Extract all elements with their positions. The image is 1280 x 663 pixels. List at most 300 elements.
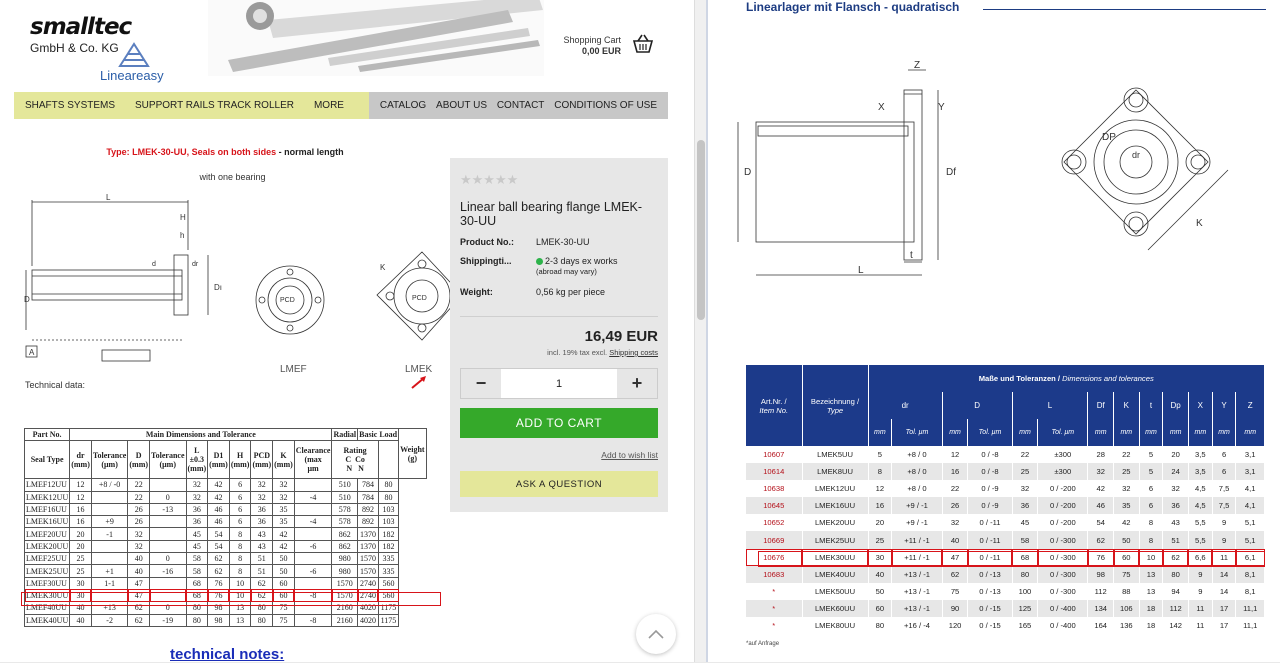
table-cell: 32: [942, 514, 968, 531]
col-Z: Z: [1236, 392, 1265, 419]
table-cell: 80: [186, 614, 208, 626]
unit-cell: mm: [868, 419, 892, 446]
table-cell: 11,1: [1236, 600, 1265, 617]
table-cell: 62: [208, 565, 230, 577]
table-cell: 10638: [746, 480, 802, 497]
table-cell: 22: [1012, 446, 1038, 463]
table-row: [746, 600, 1265, 617]
art-header-en: Item No.: [759, 405, 789, 415]
table-cell: 88: [1114, 583, 1140, 600]
table-cell: 0 / -400: [1038, 600, 1088, 617]
table-cell: 0 / -200: [1038, 497, 1088, 514]
H-header: H: [237, 450, 244, 460]
availability-dot-icon: [536, 258, 543, 265]
table-cell: 13: [1139, 566, 1163, 583]
table-cell: -1: [91, 528, 127, 540]
table-cell: 3,1: [1236, 463, 1265, 480]
PCD-header: PCD: [253, 450, 271, 460]
table-cell: 1570: [332, 589, 358, 601]
table-cell: 46: [1088, 497, 1114, 514]
table-cell: 76: [208, 577, 230, 589]
table-cell: 68: [1012, 549, 1038, 566]
table-row: [25, 540, 427, 552]
table-row: [25, 577, 427, 589]
table-cell: 22: [942, 480, 968, 497]
draw-label-pcd-lmef: PCD: [280, 297, 295, 304]
table-cell: LMEF16UU: [25, 503, 70, 515]
draw-label-H: H: [180, 213, 186, 222]
table-cell: 16: [70, 503, 92, 515]
table-cell: 6: [1139, 480, 1163, 497]
shipping-time: 2-3 days ex works: [545, 256, 618, 266]
table-cell: 32: [186, 479, 208, 491]
table-cell: 136: [1114, 617, 1140, 634]
table-row: [25, 479, 427, 491]
table-cell: 90: [942, 600, 968, 617]
shopping-cart-label[interactable]: [563, 35, 621, 57]
clearance-unit: μm: [307, 464, 319, 474]
table-cell: 20: [1163, 446, 1189, 463]
quantity-plus-button[interactable]: +: [617, 369, 657, 398]
product-no-label: Product No.:: [460, 237, 514, 247]
L-unit: (mm): [187, 464, 207, 474]
table-cell: 42: [273, 540, 295, 552]
table-cell: 0 / -200: [1038, 480, 1088, 497]
table-cell: 182: [378, 540, 398, 552]
cat-label-Df: Df: [946, 167, 956, 178]
unit-cell: Tol. μm: [968, 419, 1012, 446]
col-partno: Part No.: [25, 429, 70, 441]
table-cell: 103: [378, 503, 398, 515]
quantity-minus-button[interactable]: −: [461, 369, 501, 398]
table-row: [25, 602, 427, 614]
cat-label-L: L: [858, 265, 864, 276]
unit-cell: mm: [942, 419, 968, 446]
table-row: [25, 553, 427, 565]
table-cell: +13: [91, 602, 127, 614]
table-cell: 0 / -300: [1038, 566, 1088, 583]
table-cell: 98: [1088, 566, 1114, 583]
dimensions-table-body: [746, 365, 1265, 634]
technical-notes-link[interactable]: technical notes:: [170, 646, 285, 663]
brand-sub: Lineareasy: [100, 68, 164, 83]
table-cell: LMEK30UU: [26, 591, 69, 601]
table-cell: 16: [942, 463, 968, 480]
table-cell: [294, 602, 332, 614]
table-cell: 335: [378, 553, 398, 565]
main-navigation: [14, 92, 668, 119]
tax-text: incl. 19% tax excl.: [547, 348, 610, 357]
table-cell: 2740: [358, 589, 379, 601]
table-cell: 1570: [332, 577, 358, 589]
table-cell: 20: [70, 528, 92, 540]
table-cell: 6,1: [1236, 549, 1265, 566]
scroll-to-top-button[interactable]: [636, 614, 676, 654]
nav-more[interactable]: MORE: [313, 100, 344, 111]
table-cell: 75: [942, 583, 968, 600]
table-cell: ±300: [1038, 446, 1088, 463]
brand-logo[interactable]: smalltec: [30, 14, 132, 40]
table-cell: 8: [868, 463, 892, 480]
table-cell: LMEK20UU: [26, 541, 69, 551]
table-cell: 42: [1088, 480, 1114, 497]
table-cell: 5,1: [1236, 531, 1265, 548]
table-cell: 6: [1139, 497, 1163, 514]
table-cell: 560: [378, 577, 398, 589]
table-cell: 4,5: [1188, 480, 1212, 497]
table-cell: 80: [251, 602, 273, 614]
nav-shafts-systems[interactable]: SHAFTS SYSTEMS: [25, 100, 116, 111]
col-tol2: [150, 441, 186, 479]
weight-unit: (g): [407, 453, 418, 463]
table-cell: 8: [1139, 531, 1163, 548]
masse-header-en: Dimensions and tolerances: [1062, 374, 1154, 383]
table-cell: 182: [378, 528, 398, 540]
dr-header: dr: [76, 450, 85, 460]
table-cell: 40: [128, 553, 150, 565]
col-tol1: [91, 441, 127, 479]
clearance-max: (max: [304, 455, 322, 465]
table-cell: *: [746, 617, 802, 634]
table-cell: 578: [332, 516, 358, 528]
table-cell: 42: [1114, 514, 1140, 531]
table-cell: 11: [1212, 549, 1236, 566]
table-cell: [150, 479, 186, 491]
table-cell: LMEK16UU: [26, 517, 69, 527]
table-cell: 20: [868, 514, 892, 531]
table-cell: 43: [251, 528, 273, 540]
cat-label-dr: dr: [1132, 150, 1141, 160]
table-cell: 0 / -8: [968, 446, 1012, 463]
col-weight: [399, 429, 426, 479]
table-cell: [294, 577, 332, 589]
basket-icon[interactable]: [632, 34, 654, 54]
table-cell: LMEK5UU: [802, 446, 868, 463]
table-cell: 17: [1212, 600, 1236, 617]
table-row: [25, 516, 427, 528]
col-masse: [868, 365, 1265, 392]
col-bezeichnung: [802, 365, 868, 446]
shafts-banner-image: [208, 0, 544, 76]
table-cell: 58: [1012, 531, 1038, 548]
table-cell: 25: [70, 565, 92, 577]
table-cell: 62: [128, 614, 150, 626]
table-cell: [294, 553, 332, 565]
table-cell: 9: [1212, 514, 1236, 531]
nav-conditions[interactable]: CONDITIONS OF USE: [554, 100, 658, 111]
col-D1: [208, 441, 230, 479]
table-cell: 60: [868, 600, 892, 617]
table-cell: 9: [1212, 531, 1236, 548]
table-cell: 36: [186, 516, 208, 528]
art-header: Art.Nr. /: [760, 396, 787, 406]
col-basic-load: Basic Load: [359, 430, 398, 440]
table-cell: 62: [1163, 549, 1189, 566]
lmek-label: LMEK: [405, 364, 433, 375]
unit-cell: mm: [1139, 419, 1163, 446]
table-cell: +8 / 0: [892, 480, 943, 497]
table-cell: 76: [1088, 549, 1114, 566]
table-row: [25, 491, 427, 503]
table-cell: 6: [1212, 463, 1236, 480]
table-row: [746, 566, 1265, 583]
table-cell: 510: [332, 491, 358, 503]
table-cell: 164: [1088, 617, 1114, 634]
table-cell: 46: [208, 503, 230, 515]
table-cell: 32: [128, 540, 150, 552]
table-cell: 0 / -300: [1038, 531, 1088, 548]
table-cell: LMEF30UU: [25, 577, 70, 589]
col-dr: dr: [868, 392, 942, 419]
lmef-label: LMEF: [280, 364, 307, 375]
table-cell: 10645: [746, 497, 802, 514]
table-cell: 60: [273, 577, 295, 589]
col-art: [746, 365, 802, 446]
tol2-header: Tolerance: [151, 450, 185, 460]
table-cell: LMEK20UU: [802, 514, 868, 531]
table-cell: 51: [251, 553, 273, 565]
product-title: Linear ball bearing flange LMEK-30-UU: [460, 200, 643, 228]
table-cell: 62: [1088, 531, 1114, 548]
table-cell: +9 / -1: [892, 497, 943, 514]
table-cell: 3,5: [1188, 446, 1212, 463]
table-cell: +13 / -1: [892, 583, 943, 600]
table-cell: 35: [1114, 497, 1140, 514]
table-cell: 32: [128, 528, 150, 540]
panel-divider: [460, 316, 658, 317]
table-cell: LMEK40UU: [26, 615, 69, 625]
col-L: L: [1012, 392, 1088, 419]
weight-header: Weight: [400, 444, 425, 454]
col-radial: Radial: [333, 430, 357, 440]
cart-label: Shopping Cart: [563, 35, 621, 45]
catalog-page: [706, 0, 1280, 662]
table-cell: 42: [208, 491, 230, 503]
tol1-header: Tolerance: [92, 450, 127, 460]
table-row: [746, 583, 1265, 600]
table-cell: 25: [70, 553, 92, 565]
add-to-wishlist-link[interactable]: Add to wish list: [601, 450, 658, 460]
table-cell: 9: [1188, 566, 1212, 583]
table-cell: 6: [229, 516, 251, 528]
table-cell: +13 / -1: [892, 566, 943, 583]
table-cell: LMEK12UU: [26, 492, 69, 502]
nav-secondary: [369, 92, 668, 119]
col-seal-type: Seal Type: [25, 441, 70, 479]
weight-label: Weight:: [460, 287, 493, 297]
technical-drawing: [22, 190, 452, 390]
table-cell: 80: [868, 617, 892, 634]
spec-table: [24, 428, 427, 627]
table-cell: 60: [273, 589, 295, 601]
table-cell: 0 / -9: [968, 497, 1012, 514]
table-row: [746, 480, 1265, 497]
weight-value: 0,56 kg per piece: [536, 287, 606, 297]
table-cell: 10652: [746, 514, 802, 531]
col-PCD: [251, 441, 273, 479]
nav-primary: [14, 92, 369, 119]
nav-support-rails[interactable]: SUPPORT RAILS TRACK ROLLER: [135, 100, 294, 111]
table-cell: 26: [128, 503, 150, 515]
table-cell: 7,5: [1212, 497, 1236, 514]
table-cell: -13: [150, 503, 186, 515]
table-cell: 5,5: [1188, 514, 1212, 531]
table-row: [746, 514, 1265, 531]
table-cell: 0 / -13: [968, 566, 1012, 583]
table-cell: 22: [1114, 446, 1140, 463]
table-cell: 60: [1114, 549, 1140, 566]
table-cell: [294, 528, 332, 540]
draw-label-h: h: [180, 231, 185, 240]
table-cell: +9 / -1: [892, 514, 943, 531]
table-cell: 3,5: [1188, 463, 1212, 480]
chevron-up-icon: [647, 628, 665, 640]
table-cell: 8: [229, 540, 251, 552]
nav-contact[interactable]: CONTACT: [496, 100, 545, 111]
table-cell: 784: [358, 491, 379, 503]
table-cell: +1: [91, 565, 127, 577]
ask-question-button[interactable]: ASK A QUESTION: [460, 471, 658, 497]
cat-label-Dp: DP: [1102, 132, 1116, 143]
col-Dp: Dp: [1163, 392, 1189, 419]
table-cell: 1175: [378, 614, 398, 626]
table-cell: 40: [868, 566, 892, 583]
tax-note: [547, 348, 658, 357]
D1-unit: (mm): [209, 459, 228, 469]
table-cell: 6: [1212, 446, 1236, 463]
shipping-note: (abroad may vary): [536, 267, 597, 276]
table-cell: 50: [273, 553, 295, 565]
table-cell: -4: [294, 491, 332, 503]
col-H: [229, 441, 251, 479]
table-row: [746, 497, 1265, 514]
table-cell: 980: [332, 565, 358, 577]
shipping-costs-link[interactable]: Shipping costs: [609, 348, 658, 357]
table-row: [746, 549, 1265, 566]
add-to-cart-button[interactable]: ADD TO CART: [460, 408, 658, 438]
table-cell: 0 / -9: [968, 480, 1012, 497]
table-cell: 5,5: [1188, 531, 1212, 548]
table-cell: 32: [1163, 480, 1189, 497]
table-cell: 62: [251, 577, 273, 589]
type-label: Type: LMEK-30-UU, Seals on both sides: [106, 147, 277, 157]
table-cell: 10683: [746, 566, 802, 583]
footnote: *auf Anfrage: [746, 641, 780, 647]
table-cell: -8: [294, 589, 332, 601]
table-cell: 32: [251, 491, 273, 503]
table-cell: 1570: [358, 553, 379, 565]
table-cell: [91, 503, 127, 515]
nav-catalog[interactable]: CATALOG: [379, 100, 427, 111]
table-cell: 50: [1114, 531, 1140, 548]
rating-n2: N: [358, 464, 364, 474]
K-header: K: [280, 450, 287, 460]
quantity-input[interactable]: 1: [555, 377, 563, 390]
table-cell: 125: [1012, 600, 1038, 617]
table-cell: 80: [378, 479, 398, 491]
rating-stars-icon[interactable]: ★★★★★: [460, 172, 519, 187]
tol2-unit: (μm): [159, 459, 177, 469]
table-cell: 11,1: [1236, 617, 1265, 634]
table-cell: [150, 528, 186, 540]
table-cell: 892: [358, 516, 379, 528]
table-cell: -6: [294, 540, 332, 552]
table-cell: 6: [229, 479, 251, 491]
draw-label-D: D: [24, 295, 30, 304]
nav-about-us[interactable]: ABOUT US: [436, 100, 487, 111]
table-cell: 1175: [378, 602, 398, 614]
table-cell: 62: [251, 589, 273, 601]
table-cell: [150, 577, 186, 589]
table-cell: 36: [1163, 497, 1189, 514]
table-cell: LMEK12UU: [802, 480, 868, 497]
table-cell: 30: [70, 577, 92, 589]
table-cell: 17: [1212, 617, 1236, 634]
left-pane-scrollbar[interactable]: [694, 0, 706, 662]
product-price: 16,49 EUR: [584, 328, 658, 345]
table-cell: LMEK40UU: [802, 566, 868, 583]
table-cell: 1-1: [91, 577, 127, 589]
table-cell: 30: [868, 549, 892, 566]
table-cell: 25: [868, 531, 892, 548]
table-cell: +8 / 0: [892, 463, 943, 480]
table-cell: [91, 540, 127, 552]
D-header: D: [135, 450, 142, 460]
table-cell: 120: [942, 617, 968, 634]
table-cell: 54: [208, 540, 230, 552]
table-cell: [150, 540, 186, 552]
table-cell: 2160: [332, 602, 358, 614]
table-cell: [294, 503, 332, 515]
table-cell: 0 / -400: [1038, 617, 1088, 634]
table-cell: 4020: [358, 614, 379, 626]
unit-cell: mm: [1163, 419, 1189, 446]
table-cell: 68: [186, 589, 208, 601]
K-unit: (mm): [274, 459, 293, 469]
table-cell: +13 / -1: [892, 600, 943, 617]
table-cell: 18: [1139, 617, 1163, 634]
table-cell: 62: [128, 602, 150, 614]
col-X: X: [1188, 392, 1212, 419]
col-t: t: [1139, 392, 1163, 419]
table-cell: LMEK30UU: [802, 549, 868, 566]
table-cell: 4020: [358, 602, 379, 614]
table-cell: 0: [150, 491, 186, 503]
table-cell: 100: [1012, 583, 1038, 600]
table-cell: [91, 553, 127, 565]
table-cell: [150, 516, 186, 528]
technical-data-label: Technical data:: [25, 380, 86, 390]
table-cell: 5: [1139, 446, 1163, 463]
table-cell: 5: [1139, 463, 1163, 480]
rating-header: Rating: [343, 446, 367, 456]
L-tol: ±0.3: [189, 455, 205, 465]
title-rule: [983, 9, 1266, 10]
unit-cell: mm: [1088, 419, 1114, 446]
table-cell: 80: [378, 491, 398, 503]
table-cell: LMEK25UU: [26, 566, 69, 576]
table-cell: 892: [358, 503, 379, 515]
table-cell: 12: [70, 479, 92, 491]
table-cell: LMEF40UU: [25, 602, 70, 614]
table-cell: 862: [332, 540, 358, 552]
scrollbar-thumb[interactable]: [697, 140, 705, 320]
tol1-unit: (μm): [101, 459, 118, 469]
table-cell: 45: [186, 528, 208, 540]
table-cell: 30: [70, 589, 92, 601]
table-cell: 14: [1212, 566, 1236, 583]
rating-n1: N: [346, 464, 353, 474]
